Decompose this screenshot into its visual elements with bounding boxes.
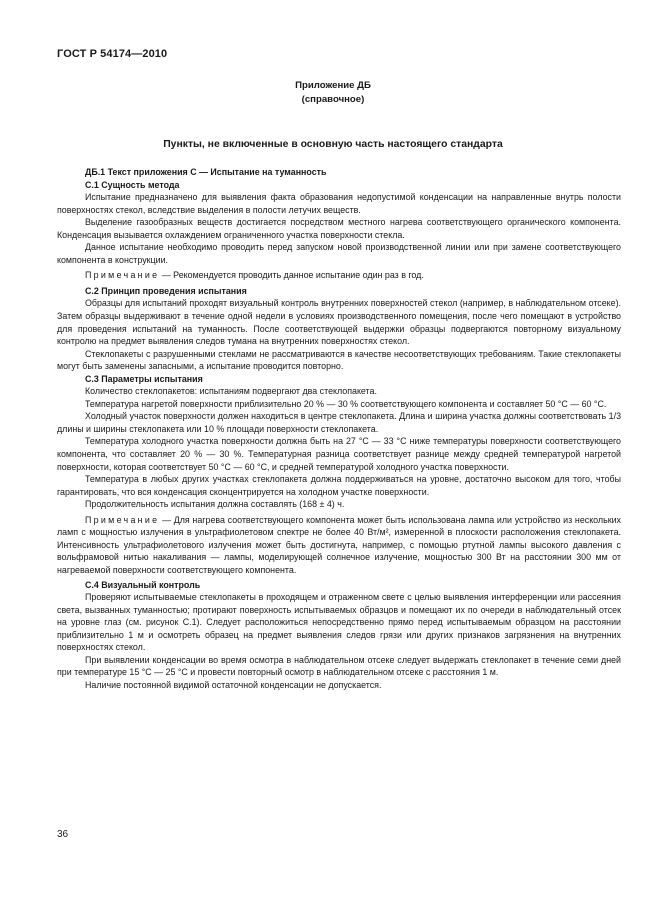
paragraph: Температура нагретой поверхности приблизительно 20 % — 30 % соответствующего компонента и составляет 50 °С — 60 °С. [85, 398, 607, 409]
note-text: — Рекомендуется проводить данное испытание один раз в год. [159, 270, 424, 281]
paragraph: Выделение газообразных веществ достигается посредством местного нагрева соответствующего органического компонента. Конденсация вызывается охлаждением ограниченного участка поверхности стекла. [57, 217, 621, 240]
section-heading: ДБ.1 Текст приложения С — Испытание на туманность [85, 167, 327, 177]
note-label: Примечание [85, 270, 160, 281]
note-text: — Для нагрева соответствующего компонента может быть использована лампа или устройство из нескольких ламп с мощностью излучения в ультрафиолетовом спектре не более 40 Вт/м², измеренной в плоскости расположения стеклопакета. Интенсивность ультрафиолетового излучения может быть достигнута, например, с помощью ртутной лампы высокого давления с вольфрамовой нитью накаливания — лампы, моделирующей солнечное излучение, мощностью 300 Вт на расстоянии 300 мм от нагреваемой поверхности соответствующего компонента. [57, 514, 621, 575]
paragraph: Наличие постоянной видимой остаточной конденсации не допускается. [85, 679, 382, 690]
paragraph: Испытание предназначено для выявления факта образования недопустимой конденсации на направленные внутрь полости поверхностях стекол, вследствие выделения в полости летучих веществ. [57, 192, 621, 215]
paragraph: Температура холодного участка поверхности должна быть на 27 °С — 33 °С ниже температуры поверхности соответствующего компонента, что составляет 20 % — 30 %. Температурная разница соответствует разнице между средней температурой нагретой поверхности, которая соответствует 50 °С — 60 °С, и средней температурой холодного участка поверхности. [57, 436, 621, 472]
annex-subtitle: (справочное) [301, 94, 365, 105]
page-number: 36 [57, 829, 69, 840]
note-label: Примечание [85, 514, 160, 525]
paragraph: Образцы для испытаний проходят визуальный контроль внутренних поверхностей стекол (например, в наблюдательном отсеке). Затем образцы выдерживают в течение одной недели в условиях производственного помещения, после чего помещают в устройство для проведения испытаний на туманность. После соответствующей выдержки образцы подвергаются повторному визуальному контролю на предмет выявления следов тумана на внутренних поверхностях стекол. [57, 298, 621, 347]
paragraph: Холодный участок поверхности должен находиться в центре стеклопакета. Длина и ширина участка должны соответствовать 1/3 длины и ширины стеклопакета или 10 % площади поверхности стеклопакета. [57, 411, 621, 434]
paragraph: Данное испытание необходимо проводить перед запуском новой производственной линии или при замене соответствующего компонента в конструкции. [57, 242, 621, 265]
paragraph: Количество стеклопакетов: испытаниям подвергают два стеклопакета. [85, 386, 377, 397]
paragraph: Продолжительность испытания должна составлять (168 ± 4) ч. [85, 499, 345, 510]
note-paragraph [57, 269, 621, 282]
subsection-heading: С.3 Параметры испытания [85, 373, 203, 384]
note-paragraph [57, 514, 621, 577]
paragraph: Проверяют испытываемые стеклопакеты в проходящем и отраженном свете с целью выявления интерференции или рассеяния света, вызванных туманностью; протирают поверхность испытываемых образцов и помещают их по очереди в наблюдательный отсек на уровне глаз (см. рисунок С.1). Следует расположиться непосредственно прямо перед испытываемым образцом на расстоянии приблизительно 1 м и осмотреть образец на предмет выявления следов грязи или других признаков загрязнения на внутренних поверхностях стекол. [57, 592, 621, 653]
subsection-heading: С.1 Сущность метода [85, 179, 180, 190]
standard-header: ГОСТ Р 54174—2010 [57, 48, 168, 60]
subsection-heading: С.4 Визуальный контроль [85, 579, 201, 590]
paragraph: При выявлении конденсации во время осмотра в наблюдательном отсеке следует выдержать стеклопакет в течение семи дней при температуре 15 °С — 25 °С и провести повторный осмотр в наблюдательном отсеке с расстояния 1 м. [57, 654, 621, 678]
document-body [57, 166, 621, 691]
page-title: Пункты, не включенные в основную часть настоящего стандарта [163, 139, 503, 150]
paragraph: Стеклопакеты с разрушенными стеклами не рассматриваются в качестве несоответствующих требованиям. Такие стеклопакеты могут быть заменены запасными, а испытание проводится повторно. [57, 348, 621, 372]
subsection-heading: С.2 Принцип проведения испытания [85, 285, 247, 296]
paragraph: Температура в любых других участках стеклопакета должна поддерживаться на уровне, достаточно высоком для того, чтобы гарантировать, что вся конденсация сконцентрируется на холодном участке поверхности. [57, 474, 621, 497]
annex-title: Приложение ДБ [295, 80, 371, 91]
